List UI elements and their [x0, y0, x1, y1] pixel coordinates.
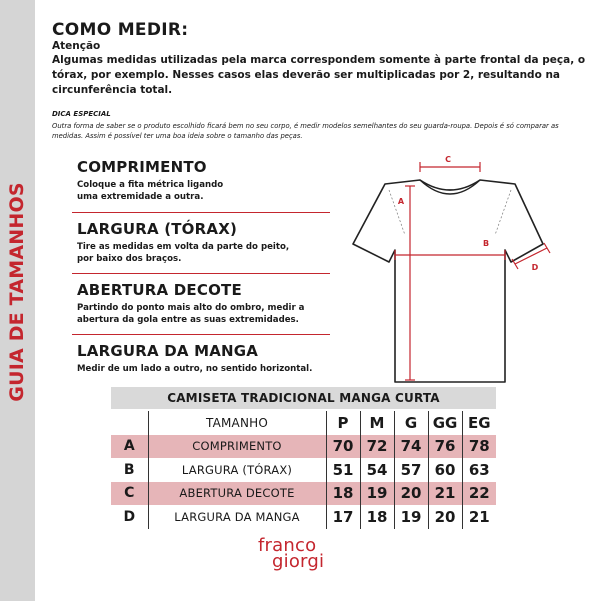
row-letter: D: [123, 508, 136, 525]
row-value: 74: [394, 435, 428, 459]
brand-logo: [258, 535, 325, 572]
row-value: 70: [326, 435, 360, 459]
size-header: TAMANHO: [148, 411, 326, 435]
row-value: 20: [428, 505, 462, 529]
section-decote: [77, 281, 337, 326]
size-table: [111, 411, 496, 529]
section-text: Coloque a fita métrica ligando uma extremidade a outra.: [77, 180, 224, 202]
row-value: 19: [360, 482, 394, 506]
sidebar-title: GUIA DE TAMANHOS: [6, 182, 28, 402]
row-value: 17: [326, 505, 360, 529]
section-manga: [77, 342, 337, 375]
row-letter: B: [123, 461, 135, 478]
row-value: 21: [468, 507, 490, 526]
row-label: ABERTURA DECOTE: [148, 482, 326, 506]
section-text: Partindo do ponto mais alto do ombro, medir a abertura da gola entre as suas extremidades.: [77, 303, 305, 325]
separator-line: [72, 273, 330, 274]
section-title: LARGURA DA MANGA: [77, 342, 259, 360]
empty-cell: [111, 411, 148, 435]
table-header-row: [111, 411, 496, 435]
row-label: COMPRIMENTO: [148, 435, 326, 459]
tip-text: Outra forma de saber se o produto escolhido ficará bem no seu corpo, é medir modelos semelhantes do seu guarda-roupa. Depois é só comparar as medidas. Assim é possível ter uma boa ideia sobre o tamanho das peças.: [52, 122, 559, 140]
row-value: 51: [326, 458, 360, 482]
section-title: ABERTURA DECOTE: [77, 281, 242, 299]
table-row: [111, 505, 496, 529]
table-row: [111, 458, 496, 482]
section-title: COMPRIMENTO: [77, 158, 207, 176]
tshirt-diagram: [345, 150, 555, 385]
brand-line-2: giorgi: [272, 551, 325, 572]
row-value: 63: [468, 460, 490, 479]
size-g: G: [394, 411, 428, 435]
tshirt-outline: [353, 180, 543, 382]
measure-d-tick: [544, 243, 550, 253]
size-eg: EG: [467, 413, 491, 432]
size-m: M: [360, 411, 394, 435]
intro-paragraph: Algumas medidas utilizadas pela marca correspondem somente à parte frontal da peça, o tórax, por exemplo. Nesses casos elas deverão ser multiplicadas por 2, resultando na circunferência total.: [52, 54, 586, 96]
tip-title: DICA ESPECIAL: [52, 110, 111, 118]
row-value: 18: [360, 505, 394, 529]
size-p: P: [326, 411, 360, 435]
row-letter: C: [111, 482, 148, 506]
section-text: Tire as medidas em volta da parte do peito, por baixo dos braços.: [77, 242, 290, 264]
row-letter: A: [111, 435, 148, 459]
row-value: 72: [360, 435, 394, 459]
row-value: 78: [462, 435, 496, 459]
section-text: Medir de um lado a outro, no sentido horizontal.: [77, 364, 313, 374]
row-value: 60: [428, 458, 462, 482]
row-value: 21: [428, 482, 462, 506]
separator-line: [72, 334, 330, 335]
row-label: LARGURA (TÓRAX): [148, 458, 326, 482]
label-a: A: [397, 197, 405, 206]
table-title: CAMISETA TRADICIONAL MANGA CURTA: [111, 387, 496, 409]
row-value: 76: [428, 435, 462, 459]
table-row: [111, 435, 496, 459]
section-largura: [77, 220, 337, 265]
label-b: B: [482, 239, 490, 248]
row-value: 54: [360, 458, 394, 482]
separator-line: [72, 212, 330, 213]
row-value: 19: [394, 505, 428, 529]
row-value: 18: [326, 482, 360, 506]
row-value: 20: [394, 482, 428, 506]
sidebar: [0, 0, 35, 601]
row-label: LARGURA DA MANGA: [148, 505, 326, 529]
brand-line-1: franco: [258, 535, 317, 556]
section-comprimento: [77, 158, 337, 203]
row-value: 22: [462, 482, 496, 506]
section-title: LARGURA (TÓRAX): [77, 220, 238, 238]
label-d: D: [531, 263, 539, 272]
row-value: 57: [394, 458, 428, 482]
page-title: COMO MEDIR:: [52, 20, 189, 40]
attention-label: Atenção: [52, 40, 101, 52]
label-c: C: [445, 155, 451, 164]
table-row: [111, 482, 496, 506]
size-gg: GG: [428, 411, 462, 435]
